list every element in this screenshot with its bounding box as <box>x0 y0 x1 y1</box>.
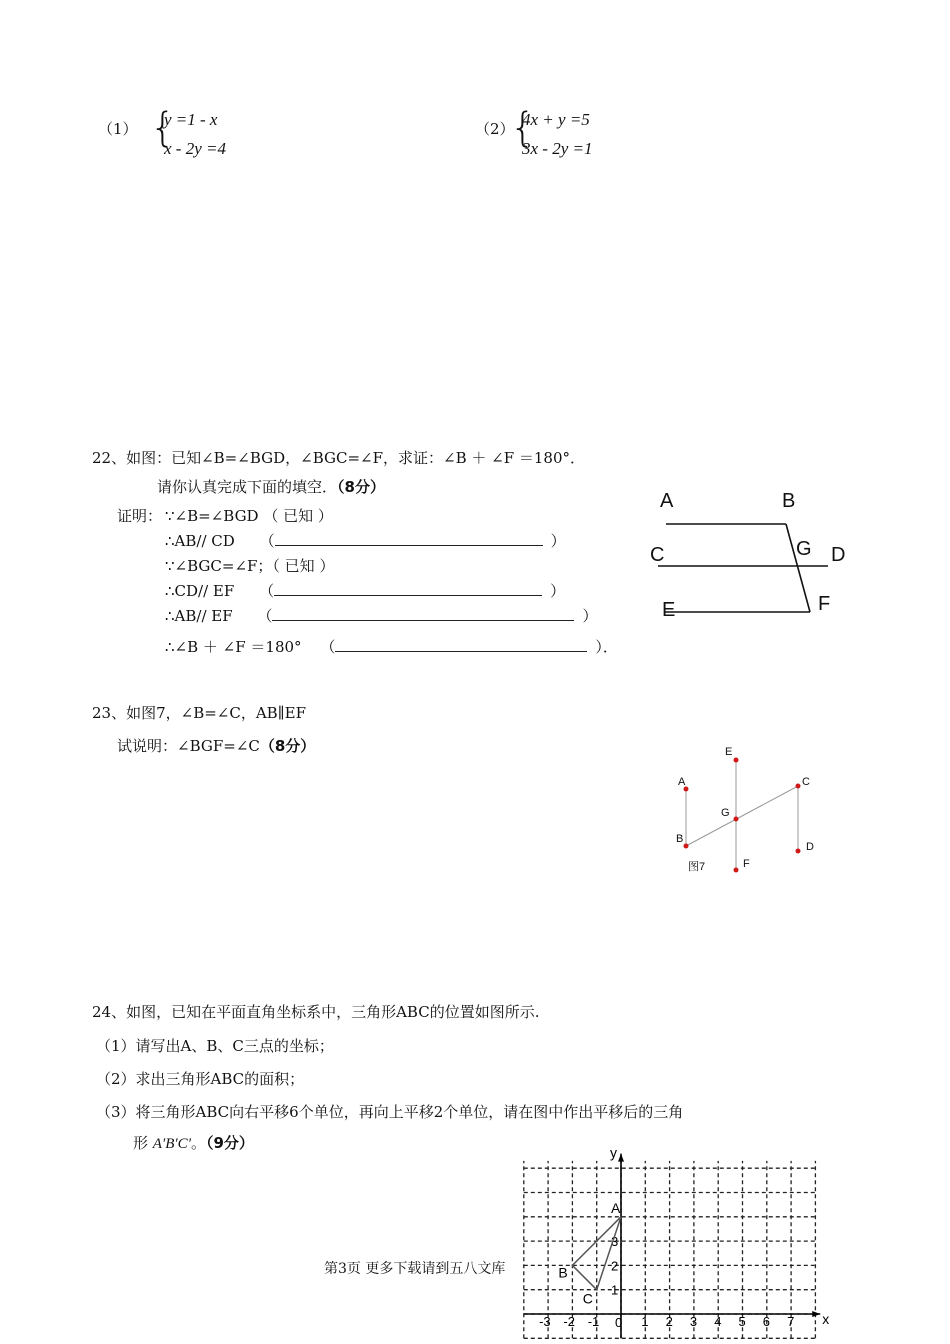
q21-part1-label: （1） <box>98 120 138 138</box>
q22-label-f: F <box>818 593 831 615</box>
q22-row2 <box>165 530 566 551</box>
q22-line1: ∵∠B=∠BGD （ 已知 ） <box>165 507 333 525</box>
q21-part1-eq2: x - 2y =4 <box>164 139 226 158</box>
page-footer: 第3页 更多下载请到五八文库 <box>322 1258 507 1278</box>
x-tick-label: 4 <box>714 1314 722 1329</box>
q24-coordinate-grid <box>518 1148 838 1344</box>
q22-paren-open: （ <box>259 582 275 600</box>
x-tick-label: 6 <box>762 1314 771 1329</box>
point-g <box>734 817 739 822</box>
q22-blank-2[interactable] <box>274 583 542 596</box>
point-e <box>734 758 739 763</box>
q23-figure <box>668 738 828 878</box>
q22-instruction-line <box>157 476 385 497</box>
q22-paren-open: （ <box>259 532 275 550</box>
x-tick-label: -2 <box>563 1314 575 1329</box>
x-tick-label: 2 <box>665 1314 673 1329</box>
q21-part2-label: （2） <box>475 120 515 138</box>
x-tick-label: 5 <box>738 1314 746 1329</box>
segment-bc <box>686 786 798 846</box>
q24-item3: （3）将三角形ABC向右平移6个单位，再向上平移2个单位，请在图中作出平移后的三角 <box>96 1103 684 1121</box>
point-f <box>734 868 739 873</box>
grid-label-b: B <box>558 1264 568 1281</box>
q22-paren-open: （ <box>320 638 336 656</box>
y-tick-label: 1 <box>611 1282 619 1298</box>
q22-label-e: E <box>662 599 676 621</box>
q21-part2-eq1: 4x + y =5 <box>522 110 590 129</box>
q24-points: （9分） <box>206 1134 254 1152</box>
q23-label-a: A <box>678 776 686 788</box>
q21-part2-eq2: 3x - 2y =1 <box>522 139 593 158</box>
q22-label-c: C <box>650 544 665 566</box>
q22-blank-3[interactable] <box>272 608 574 621</box>
q24-item3-end: 。 <box>190 1134 206 1152</box>
q23-label-c: C <box>802 776 810 788</box>
point-c <box>796 784 801 789</box>
q22-points: （8分） <box>337 478 385 496</box>
point-d <box>796 849 801 854</box>
q22-header: 22、如图：已知∠B=∠BGD，∠BGC=∠F，求证：∠B ＋ ∠F ＝180°． <box>92 449 586 467</box>
q24-item2: （2）求出三角形ABC的面积； <box>96 1070 305 1088</box>
q22-paren-close-period: ）． <box>595 638 618 656</box>
y-tick-label: 2 <box>611 1258 619 1274</box>
q22-line6: ∴∠B ＋ ∠F ＝180° <box>165 638 302 656</box>
q22-paren-close: ） <box>550 582 566 600</box>
x-tick-label: -3 <box>539 1314 551 1329</box>
x-axis-label: x <box>822 1311 830 1327</box>
grid-label-a: A <box>611 1199 621 1216</box>
q22-line5: ∴AB// EF <box>165 607 233 625</box>
q22-row5 <box>165 605 597 626</box>
q23-task-line <box>117 735 315 756</box>
q23-header: 23、如图7，∠B=∠C，AB∥EF <box>92 704 306 722</box>
q24-item3-cont-line <box>133 1132 254 1153</box>
q24-item3-triangle: A′B′C′ <box>152 1136 191 1152</box>
q22-blank-4[interactable] <box>335 639 587 652</box>
q22-label-g: G <box>796 538 812 560</box>
point-b <box>684 844 689 849</box>
q22-paren-close: ） <box>550 532 566 550</box>
origin-label: 0 <box>615 1315 623 1330</box>
q24-header: 24、如图，已知在平面直角坐标系中，三角形ABC的位置如图所示. <box>92 1003 540 1021</box>
q24-item1: （1）请写出A、B、C三点的坐标； <box>96 1037 334 1055</box>
x-axis-arrow <box>812 1311 820 1317</box>
q23-fig-caption: 图7 <box>688 861 706 873</box>
y-axis-label: y <box>610 1148 617 1161</box>
y-axis-arrow <box>618 1154 624 1162</box>
q22-figure <box>640 480 870 630</box>
x-tick-label: 7 <box>787 1314 795 1329</box>
q22-line3: ∵∠BGC=∠F；（ 已知 ） <box>165 557 335 575</box>
q22-proof-label: 证明： <box>117 507 163 525</box>
q23-label-f: F <box>743 858 750 870</box>
q22-row6 <box>165 636 618 657</box>
q23-points: （8分） <box>259 737 316 755</box>
q21-part1-eq1: y =1 - x <box>164 110 218 129</box>
q21-part2-brace: { <box>510 105 536 151</box>
q24-item3-cont: 形 <box>133 1134 149 1152</box>
q22-line2: ∴AB// CD <box>165 532 235 550</box>
q22-label-a: A <box>660 490 674 512</box>
q23-label-b: B <box>676 833 684 845</box>
q22-instruction: 请你认真完成下面的填空． <box>157 478 338 496</box>
q23-label-g: G <box>721 807 730 819</box>
q23-label-e: E <box>725 746 733 758</box>
q22-line4: ∴CD// EF <box>165 582 235 600</box>
q23-label-d: D <box>806 841 814 853</box>
q22-label-b: B <box>782 490 796 512</box>
q22-paren-open: （ <box>257 607 273 625</box>
x-tick-label: -1 <box>587 1314 600 1329</box>
q22-paren-close: ） <box>582 607 598 625</box>
y-tick-label: 3 <box>611 1234 619 1250</box>
x-tick-label: 1 <box>641 1314 649 1329</box>
q23-task: 试说明：∠BGF=∠C <box>117 737 260 755</box>
q22-label-d: D <box>831 544 846 566</box>
x-tick-label: 3 <box>689 1314 698 1329</box>
grid-label-c: C <box>582 1290 593 1307</box>
q22-blank-1[interactable] <box>275 533 543 546</box>
q22-row4 <box>165 580 565 601</box>
q21-part1-brace: { <box>150 105 176 151</box>
